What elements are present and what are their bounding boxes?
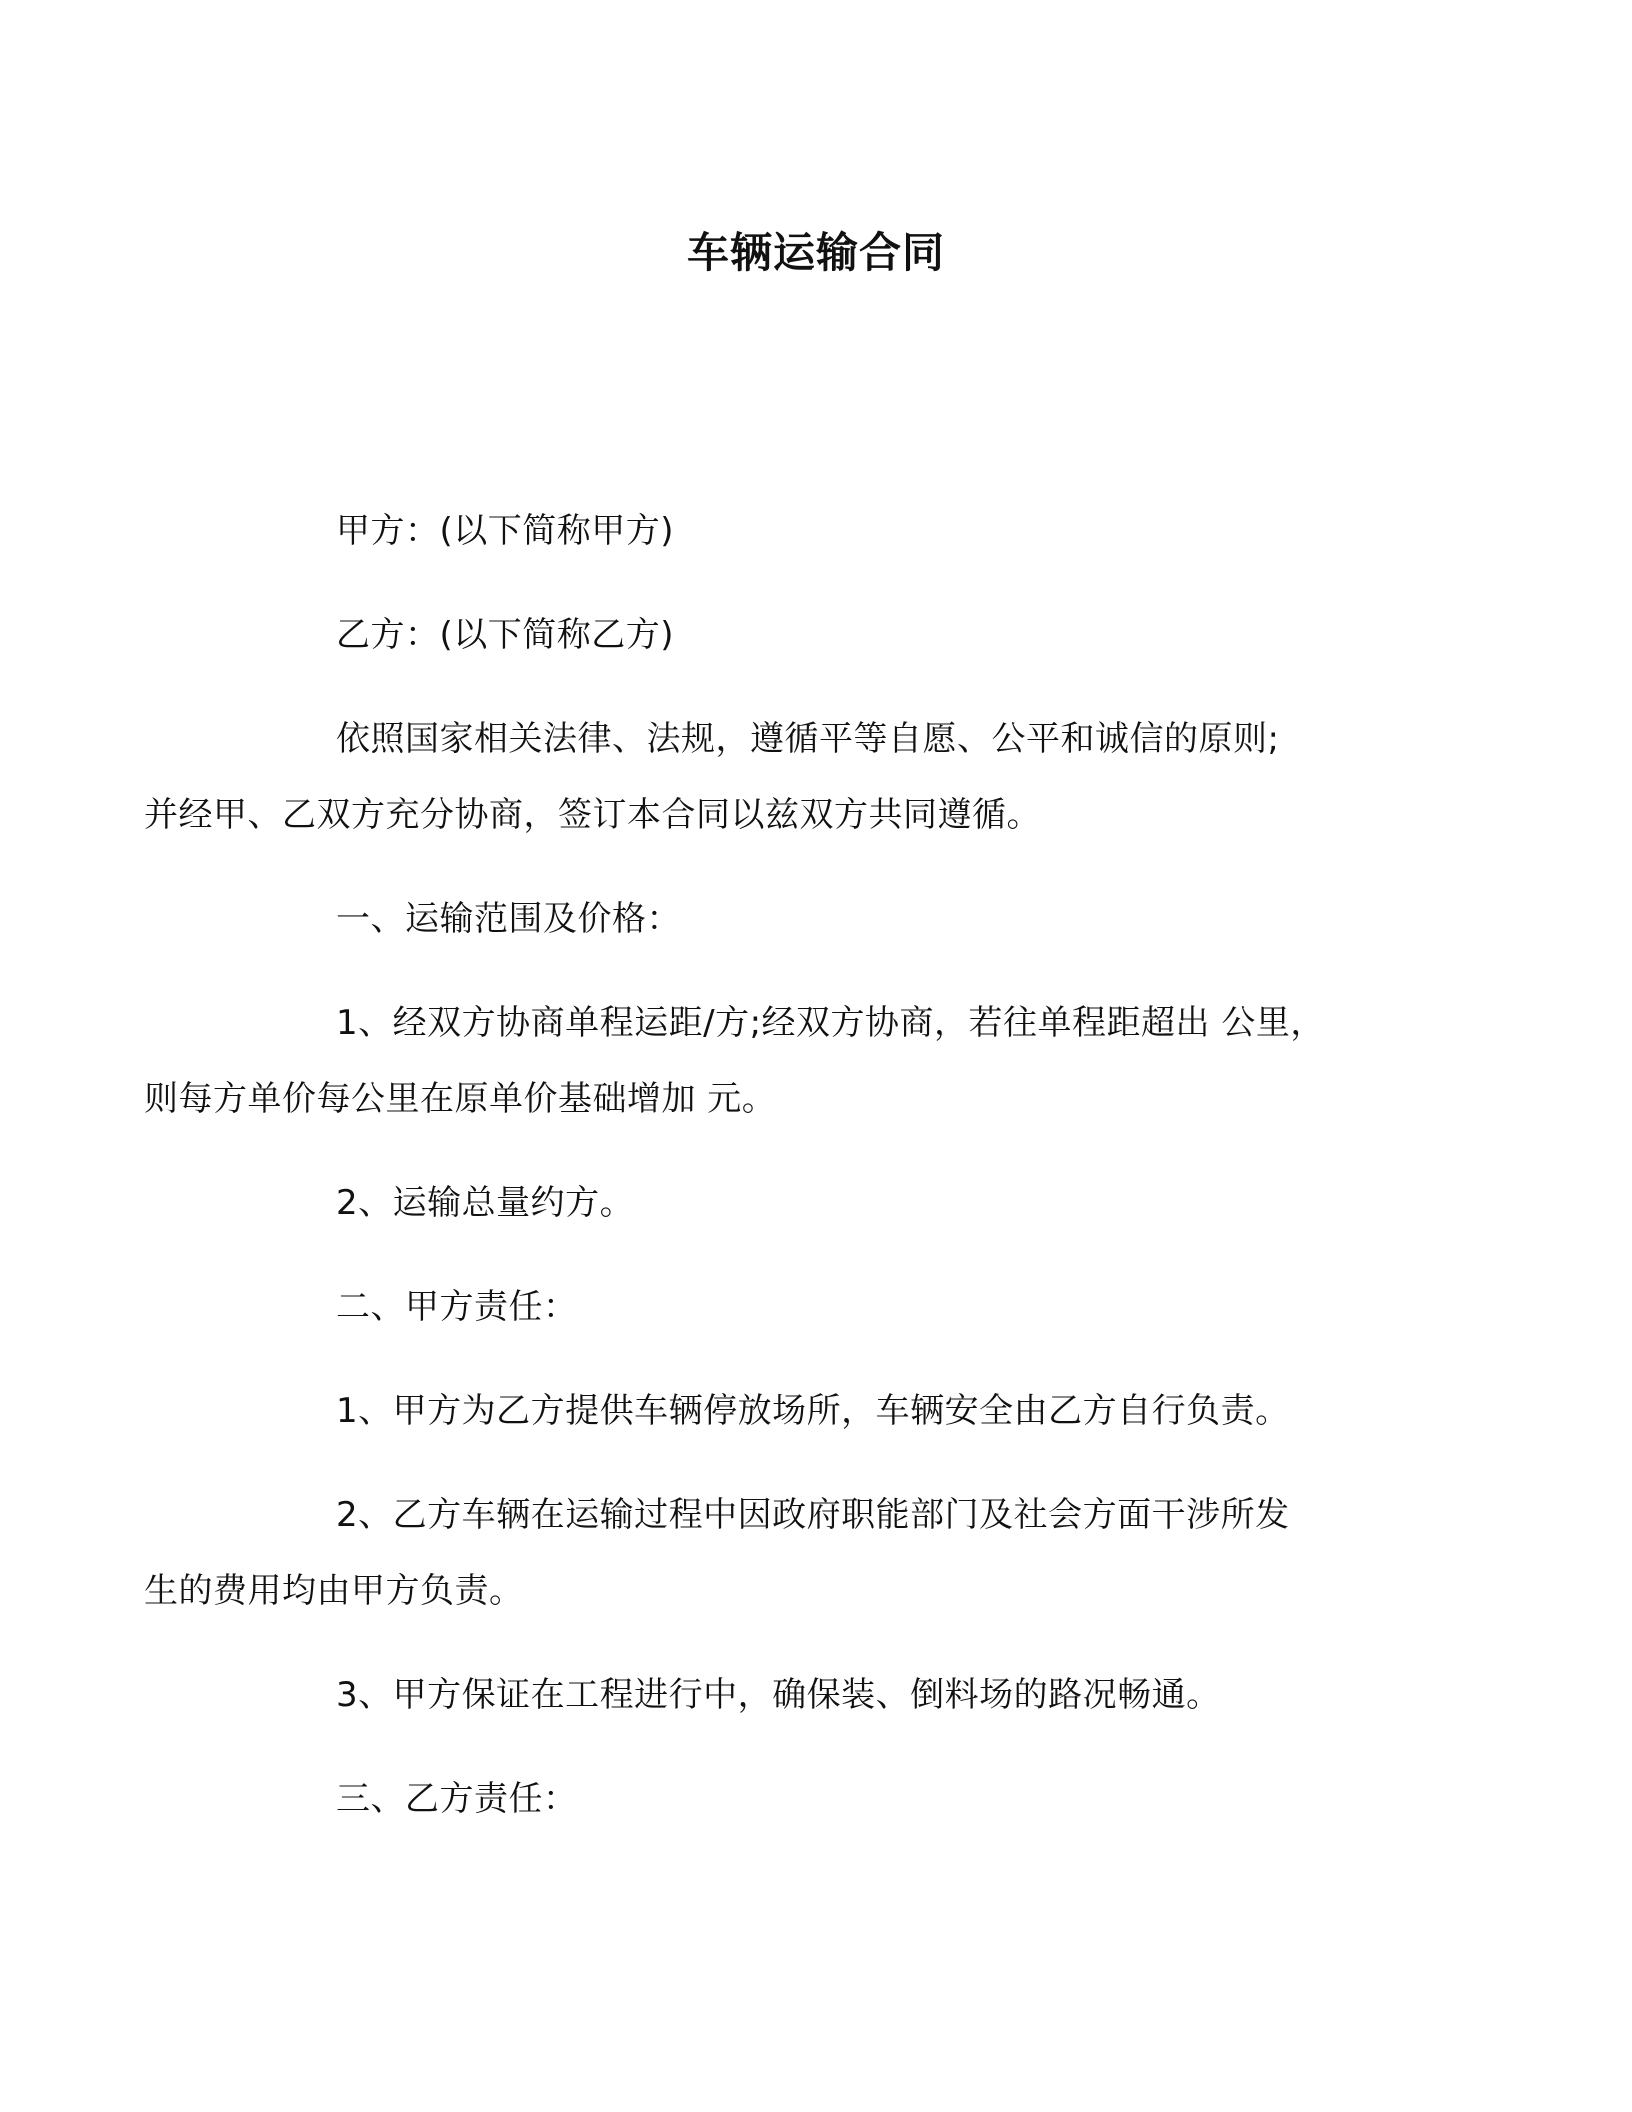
document-title: 车辆运输合同 (686, 228, 945, 277)
section-1-item-2: 2、运输总量约方。 (336, 1183, 635, 1223)
party-a-line: 甲方：(以下简称甲方) (336, 511, 675, 551)
section-1-item-1-line-1: 1、经双方协商单程运距/方;经双方协商，若往单程距超出 公里， (336, 1003, 1325, 1043)
section-1-item-1-line-2: 则每方单价每公里在原单价基础增加 元。 (144, 1079, 777, 1119)
section-2-item-2-line-2: 生的费用均由甲方负责。 (144, 1571, 524, 1611)
section-3-heading: 三、乙方责任： (336, 1779, 578, 1819)
party-b-line: 乙方：(以下简称乙方) (336, 615, 675, 655)
section-1-item-1 (144, 985, 1400, 1137)
document-body (144, 493, 1400, 1865)
section-2-item-2-line-1: 2、乙方车辆在运输过程中因政府职能部门及社会方面干涉所发 (336, 1495, 1290, 1535)
section-2-item-3: 3、甲方保证在工程进行中，确保装、倒料场的路况畅通。 (336, 1675, 1221, 1715)
section-2-item-1: 1、甲方为乙方提供车辆停放场所，车辆安全由乙方自行负责。 (336, 1391, 1290, 1431)
section-2-item-2 (144, 1477, 1400, 1629)
preamble-line-2: 并经甲、乙双方充分协商，签订本合同以兹双方共同遵循。 (144, 795, 1041, 835)
preamble-line-1: 依照国家相关法律、法规，遵循平等自愿、公平和诚信的原则; (336, 719, 1280, 759)
section-1-heading: 一、运输范围及价格： (336, 899, 681, 939)
section-2-heading: 二、甲方责任： (336, 1287, 578, 1327)
preamble-paragraph (144, 701, 1400, 853)
